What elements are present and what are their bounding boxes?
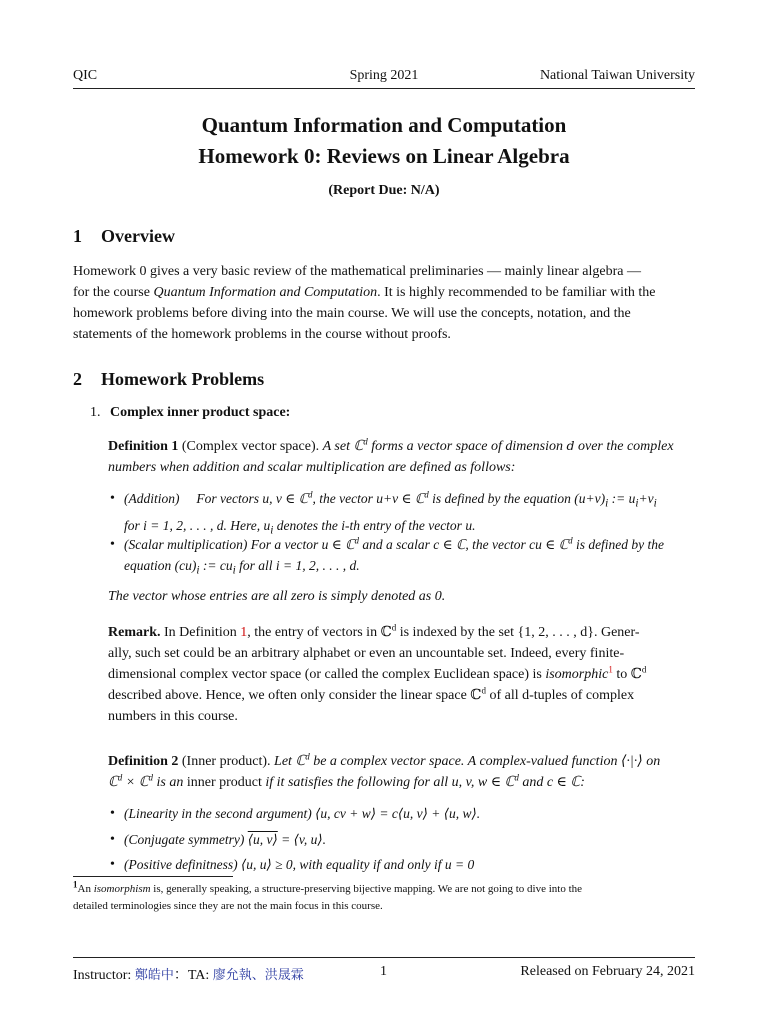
section-title: Overview: [101, 226, 175, 246]
bullet-dot: •: [110, 857, 115, 872]
title-line-2: Homework 0: Reviews on Linear Algebra: [198, 144, 570, 168]
overview-line: homework problems before diving into the main course. We will use the concepts, notation, and the: [73, 306, 631, 321]
footnote-line: detailed terminologies since they are not the main focus in this course.: [73, 900, 383, 912]
bullet-scalar-multiplication: • (Scalar multiplication) For a vector u ∈ ℂ$^d$ and a scalar c ∈ ℂ, the vector cu ∈ ℂ$^d$ is defined by the equation $(cu)_i$ := $cu_i$ for all i = 1, 2, . . . , d.: [110, 535, 665, 577]
header-rule: [73, 88, 695, 89]
report-due: (Report Due: N/A): [328, 183, 440, 198]
footer-page-number: 1: [380, 964, 387, 979]
bullet-dot: •: [110, 491, 115, 506]
overview-line: for the course Quantum Information and Computation. It is highly recommended to be familiar with the: [73, 285, 656, 300]
definition-1-closing: The vector whose entries are all zero is simply denoted as 0.: [108, 589, 446, 604]
remark-line: Remark. In Definition 1, the entry of vectors in ℂ$^d$ is indexed by the set {1, 2, . . . , d}. Gener-: [108, 622, 640, 640]
overview-line: Homework 0 gives a very basic review of the mathematical preliminaries — mainly linear algebra —: [73, 264, 641, 279]
definition-1-line: numbers when addition and scalar multiplication are defined as follows:: [108, 460, 516, 475]
footnote-reference-link[interactable]: 1: [608, 664, 613, 675]
header-university: National Taiwan University: [539, 68, 695, 83]
bullet-dot: •: [110, 537, 115, 552]
bullet-positive-definiteness: • (Positive definitness) ⟨u, u⟩ ≥ 0, with equality if and only if u = 0: [124, 854, 695, 875]
footnote-line: $^1$An isomorphism is, generally speaking, a structure-preserving bijective mapping. We are not going to dive into the: [73, 879, 583, 895]
definition-reference-link[interactable]: 1: [240, 625, 248, 640]
section-homework-heading: [73, 369, 264, 390]
header-term: Spring 2021: [349, 68, 419, 83]
section-number: 1: [73, 226, 82, 246]
definition-2-line: ℂ$^d$ × ℂ$^d$ is an inner product if it satisfies the following for all u, v, w ∈ ℂ$^d$ and c ∈ ℂ:: [108, 772, 585, 790]
remark-line: numbers in this course.: [108, 709, 238, 724]
definition-2-line: Definition 2 (Inner product). Let ℂ$^d$ be a complex vector space. A complex-valued function ⟨·|·⟩ on: [108, 751, 661, 769]
remark-line: dimensional complex vector space (or called the complex Euclidean space) is isomorphic$^1$ to ℂ$^d$: [108, 664, 647, 682]
bullet-addition: • (Addition) For vectors u, v ∈ ℂ$^d$, the vector u+v ∈ ℂ$^d$ is defined by the equation $(u+v)_i$ := $u_i+v_i$ for i = 1, 2, . . . , d. Here, $u_i$ denotes the i-th entry of the vector u.: [110, 489, 657, 537]
remark-line: described above. Hence, we often only consider the linear space ℂ$^d$ of all d-tuples of complex: [108, 685, 635, 703]
definition-1-line: Definition 1 (Complex vector space). A set ℂ$^d$ forms a vector space of dimension d over the complex: [108, 436, 674, 454]
footer-release-date: Released on February 24, 2021: [520, 964, 695, 979]
problem-number: 1.: [90, 405, 101, 420]
header-course: QIC: [73, 68, 98, 83]
problem-title: Complex inner product space:: [110, 405, 291, 420]
bullet-conjugate-symmetry: • (Conjugate symmetry) ⟨u, v⟩ = ⟨v, u⟩.: [124, 829, 695, 850]
section-number: 2: [73, 369, 82, 389]
bullet-dot: •: [110, 832, 115, 847]
footer-rule: [73, 957, 695, 958]
overview-line: statements of the homework problems in the course without proofs.: [73, 327, 451, 342]
footer-instructor: Instructor: 鄭皓中：TA: 廖允執、洪晟霖: [73, 968, 304, 983]
title-line-1: Quantum Information and Computation: [201, 113, 567, 137]
overview-paragraph: [73, 261, 695, 345]
remark-line: ally, such set could be an arbitrary alphabet or even an uncountable set. Indeed, every finite-: [108, 646, 625, 661]
footnote-rule: [73, 876, 233, 877]
bullet-dot: •: [110, 806, 115, 821]
problem-1-heading: [90, 405, 290, 421]
section-overview-heading: [73, 226, 175, 247]
definition-2: [108, 751, 695, 793]
remark-paragraph: [108, 622, 695, 727]
bullet-linearity: • (Linearity in the second argument) ⟨u, cv + w⟩ = c⟨u, v⟩ + ⟨u, w⟩.: [124, 803, 695, 824]
footnote: [73, 881, 695, 915]
definition-1: [108, 435, 695, 478]
section-title: Homework Problems: [101, 369, 265, 389]
